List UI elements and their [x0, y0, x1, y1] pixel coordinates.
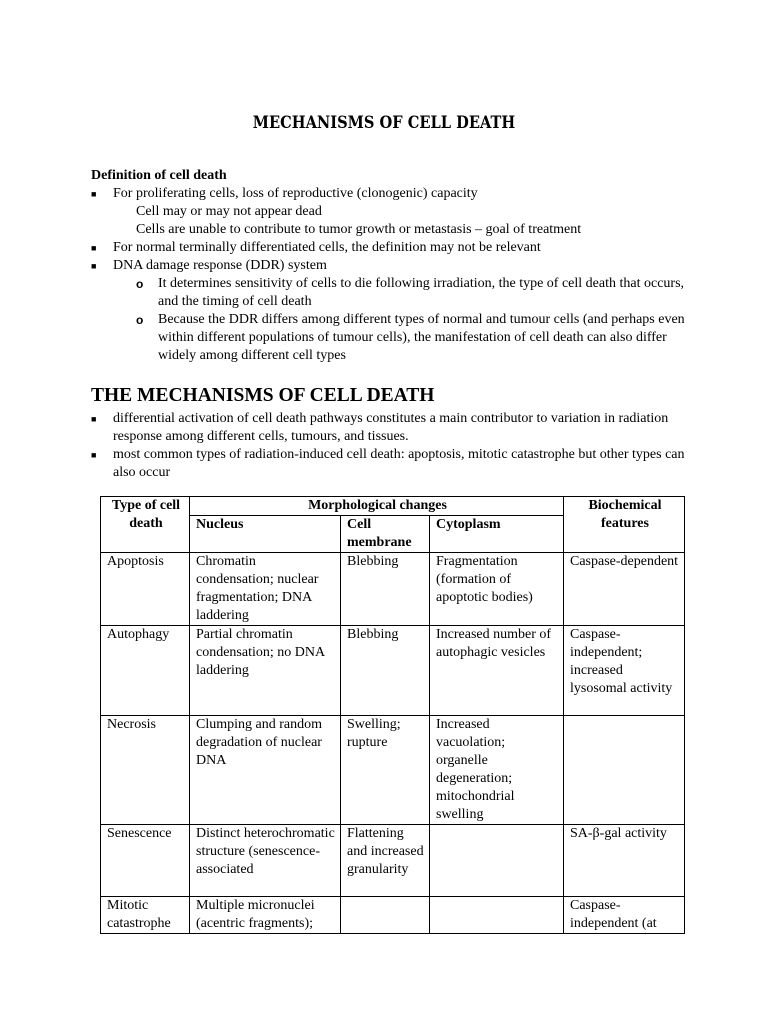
cell-membrane: Blebbing: [341, 553, 430, 626]
circle-bullet-icon: o: [136, 313, 144, 327]
cell-membrane: Blebbing: [341, 626, 430, 716]
definition-heading: Definition of cell death: [91, 168, 227, 183]
table-row: [101, 825, 685, 897]
bullet-item: [91, 446, 691, 482]
cell-nucleus: Distinct heterochromatic structure (senescence-associated: [190, 825, 341, 897]
cell-membrane: [341, 897, 430, 934]
bullet-text: For normal terminally differentiated cells, the definition may not be relevant: [113, 240, 541, 255]
cell-nucleus: Chromatin condensation; nuclear fragmentation; DNA laddering: [190, 553, 341, 626]
bullet-continuation: Cells are unable to contribute to tumor growth or metastasis – goal of treatment: [136, 222, 582, 237]
bullet-item: [91, 410, 691, 446]
sub-bullet-item: [91, 275, 691, 311]
cell-cytoplasm: Increased vacuolation; organelle degeneration; mitochondrial swelling: [430, 716, 564, 825]
sub-bullet-text: Because the DDR differs among different types of normal and tumour cells (and perhaps even within different populations of tumour cells), the manifestation of cell death can also differ widely among different cell types: [158, 312, 685, 363]
sub-bullet-item: [91, 311, 691, 365]
bullet-text: For proliferating cells, loss of reproductive (clonogenic) capacity: [113, 186, 478, 201]
cell-biochem: [564, 716, 685, 825]
cell-nucleus: Clumping and random degradation of nuclear DNA: [190, 716, 341, 825]
cell-biochem: Caspase-independent (at: [564, 897, 685, 934]
cell-type: Apoptosis: [101, 553, 190, 626]
square-bullet-icon: ■: [91, 450, 97, 460]
header-cell-membrane: Cell membrane: [341, 516, 430, 553]
bullet-item: [91, 185, 691, 203]
table-row: [101, 716, 685, 825]
bullet-text: differential activation of cell death pathways constitutes a main contributor to variation in radiation response among different cells, tumours, and tissues.: [113, 411, 669, 444]
cell-biochem: Caspase-dependent: [564, 553, 685, 626]
cell-death-table: [100, 496, 685, 934]
cell-cytoplasm: [430, 825, 564, 897]
bullet-text: most common types of radiation-induced cell death: apoptosis, mitotic catastrophe but other types can also occur: [113, 447, 685, 480]
table-row: [101, 553, 685, 626]
cell-cytoplasm: [430, 897, 564, 934]
cell-type: Autophagy: [101, 626, 190, 716]
table-row: [101, 897, 685, 934]
cell-membrane: Flattening and increased granularity: [341, 825, 430, 897]
bullet-item: [91, 239, 691, 257]
page-title: MECHANISMS OF CELL DEATH: [252, 113, 516, 133]
section-heading: THE MECHANISMS OF CELL DEATH: [91, 385, 435, 406]
cell-nucleus: Partial chromatin condensation; no DNA laddering: [190, 626, 341, 716]
cell-type: Senescence: [101, 825, 190, 897]
cell-biochem: Caspase-independent; increased lysosomal activity: [564, 626, 685, 716]
cell-type: Mitotic catastrophe: [101, 897, 190, 934]
bullet-text: DNA damage response (DDR) system: [113, 258, 327, 273]
sub-bullet-text: It determines sensitivity of cells to die following irradiation, the type of cell death that occurs, and the timing of cell death: [158, 276, 685, 309]
bullet-continuation: Cell may or may not appear dead: [136, 204, 322, 219]
bullet-item: [91, 257, 691, 275]
square-bullet-icon: ■: [91, 414, 97, 424]
table-row: [101, 626, 685, 716]
cell-nucleus: Multiple micronuclei (acentric fragments);: [190, 897, 341, 934]
header-cytoplasm: Cytoplasm: [430, 516, 564, 553]
cell-type: Necrosis: [101, 716, 190, 825]
square-bullet-icon: ■: [91, 189, 97, 199]
header-biochemical-features: Biochemical features: [564, 497, 685, 553]
definition-section: [91, 167, 691, 365]
header-nucleus: Nucleus: [190, 516, 341, 553]
header-morphological-changes: Morphological changes: [190, 497, 564, 516]
cell-cytoplasm: Increased number of autophagic vesicles: [430, 626, 564, 716]
cell-biochem: SA-β-gal activity: [564, 825, 685, 897]
square-bullet-icon: ■: [91, 261, 97, 271]
cell-membrane: Swelling; rupture: [341, 716, 430, 825]
square-bullet-icon: ■: [91, 243, 97, 253]
cell-cytoplasm: Fragmentation (formation of apoptotic bodies): [430, 553, 564, 626]
header-type: Type of cell death: [101, 497, 190, 553]
circle-bullet-icon: o: [136, 277, 144, 291]
mechanisms-section: [91, 382, 691, 482]
